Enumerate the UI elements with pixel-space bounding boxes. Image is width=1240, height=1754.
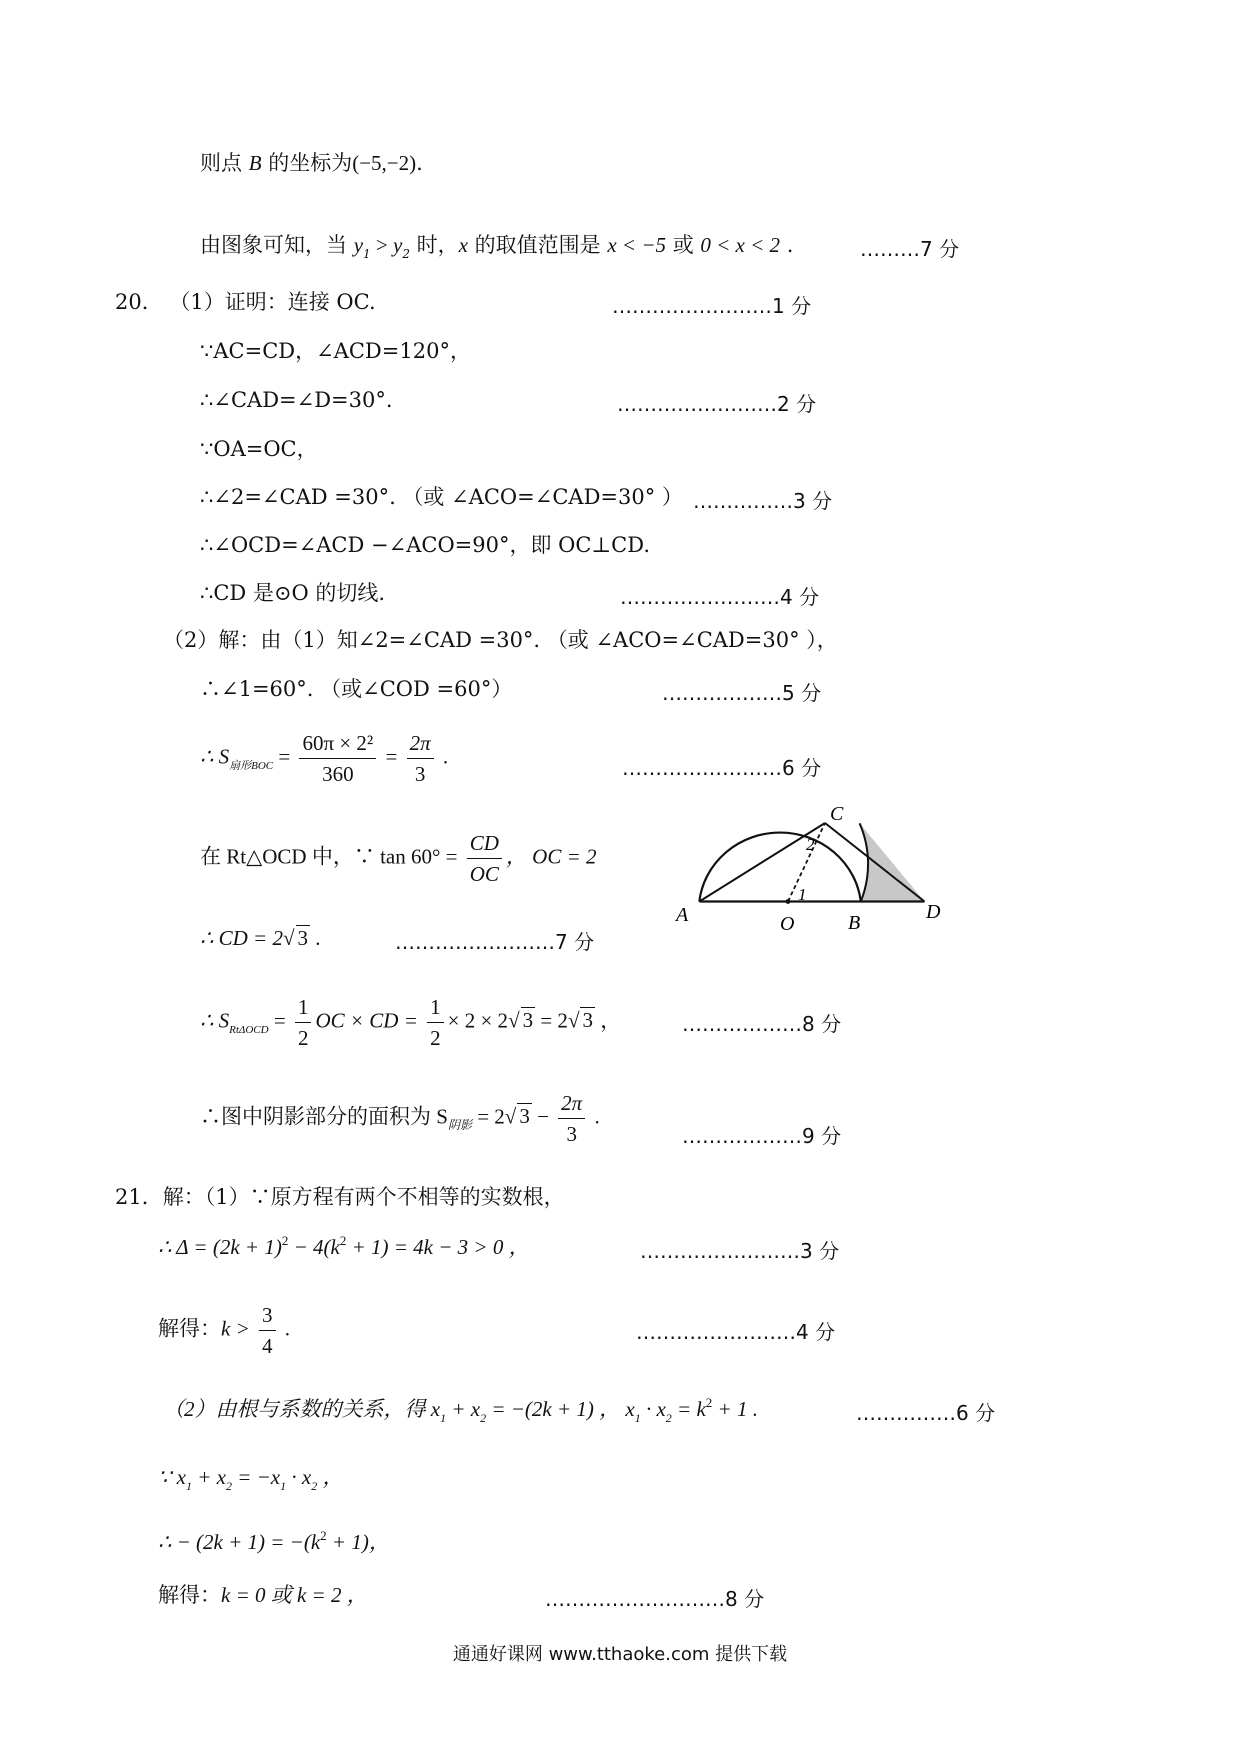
numerator: 2π: [407, 728, 434, 759]
math: x < −5: [607, 233, 667, 257]
subscript: 2: [665, 1411, 672, 1425]
denominator: 4: [262, 1334, 273, 1358]
subscript: 1: [185, 1479, 192, 1493]
text: + 1 .: [712, 1397, 758, 1421]
numerator: 3: [259, 1300, 276, 1331]
score-21-4: ……………………4 分: [636, 1320, 836, 1344]
text: × 2 × 2: [447, 1008, 509, 1033]
text: = k: [671, 1397, 706, 1421]
text: 或: [666, 233, 701, 257]
subscript: 2: [402, 247, 410, 261]
numerator: 2π: [558, 1088, 585, 1119]
text: ∵ x: [158, 1465, 186, 1489]
fraction: [295, 992, 312, 1053]
radicand: 3: [582, 1008, 593, 1033]
subscript: RtΔOCD: [229, 1024, 269, 1037]
math: 0 < x < 2: [700, 233, 781, 257]
op: =: [268, 1008, 291, 1033]
text: · x: [286, 1465, 312, 1489]
text: − 4(k: [288, 1235, 340, 1259]
q21-heading: 21．解：（1）∵原方程有两个不相等的实数根，: [115, 1185, 565, 1209]
subscript: 1: [440, 1411, 447, 1425]
math: k = 0 或 k = 2 ，: [221, 1583, 368, 1607]
subscript: 扇形BOC: [229, 760, 274, 773]
label-b: B: [848, 912, 861, 934]
op: =: [380, 744, 403, 769]
text: + x: [446, 1397, 481, 1421]
text: .: [437, 744, 449, 769]
text: .: [279, 1316, 290, 1341]
subscript: 阴影: [447, 1118, 472, 1133]
score-9: ………………9 分: [682, 1124, 842, 1148]
fraction: [407, 728, 434, 789]
fraction: [558, 1088, 585, 1149]
score-5: ………………5 分: [662, 681, 822, 705]
score-7-b: ……………………7 分: [395, 930, 595, 954]
score-6: ……………………6 分: [622, 756, 822, 780]
text: = −(2k + 1) ， x: [486, 1397, 635, 1421]
text: .: [416, 151, 423, 175]
line-angle-cad: ∴∠CAD=∠D=30°.: [200, 388, 393, 412]
line-cd: ∴ CD = 2√ 3 .: [200, 926, 321, 950]
q20-heading: 20． （1）证明：连接 OC.: [115, 290, 376, 314]
line-point-b: [200, 148, 423, 178]
subscript: 1: [280, 1479, 287, 1493]
math-coord: (−5,−2): [352, 151, 417, 175]
text: ∴ S: [200, 1008, 230, 1033]
line-vieta: [163, 1394, 758, 1427]
score-4: ……………………4 分: [620, 585, 820, 609]
line-sector-area: [200, 728, 448, 789]
text: .: [310, 926, 321, 950]
fraction: [427, 992, 444, 1053]
text: 的取值范围是: [467, 233, 608, 257]
score-21-3: ……………………3 分: [640, 1239, 840, 1263]
score-2: ……………………2 分: [617, 392, 817, 416]
line-x-range: [200, 230, 793, 263]
score-1: ……………………1 分: [612, 294, 812, 318]
text: 解得：: [158, 1316, 221, 1341]
text: ∴ − (2k + 1) = −(k: [158, 1530, 321, 1554]
superscript: 2: [281, 1233, 289, 1248]
line-discriminant: [158, 1232, 530, 1265]
superscript: 2: [705, 1395, 713, 1410]
var-x: x: [458, 233, 468, 257]
fraction: [467, 828, 502, 889]
denominator: 360: [322, 762, 354, 786]
text: 则点: [200, 151, 249, 175]
text: ， OC = 2: [505, 844, 597, 869]
line-equation: [158, 1527, 390, 1560]
radicand: 3: [519, 1104, 530, 1129]
text: = 2: [535, 1008, 568, 1033]
radicand: 3: [297, 926, 308, 950]
score-3: ……………3 分: [693, 489, 833, 513]
text: · x: [640, 1397, 666, 1421]
text: ∴ S: [200, 744, 230, 769]
text: = −x: [231, 1465, 281, 1489]
op: −: [531, 1104, 555, 1129]
denominator: 3: [566, 1122, 577, 1146]
numerator: 60π × 2²: [299, 728, 376, 759]
subscript: 1: [363, 247, 371, 261]
text: 的坐标为: [261, 151, 353, 175]
op: >: [370, 233, 393, 257]
denominator: 2: [430, 1026, 441, 1050]
line-angle-ocd: ∴∠OCD=∠ACD −∠ACO=90°，即 OC⊥CD.: [200, 533, 651, 557]
text: .: [589, 1104, 600, 1129]
label-o: O: [780, 913, 795, 935]
var-y: y: [393, 233, 403, 257]
line-condition: [158, 1462, 343, 1495]
text: OC × CD =: [315, 1008, 424, 1033]
line-angle-2: ∴∠2=∠CAD =30°. （或 ∠ACO=∠CAD=30° ）: [200, 485, 683, 509]
text: ∴ CD = 2: [200, 926, 283, 950]
line-angle-1: ∴∠1=60°. （或∠COD =60°）: [200, 677, 513, 701]
text: + x: [191, 1465, 226, 1489]
score-21-8: ………………………8 分: [545, 1587, 765, 1611]
numerator: 1: [427, 992, 444, 1023]
text: ∴ Δ = (2k + 1): [158, 1235, 282, 1259]
superscript: 2: [320, 1528, 327, 1543]
op: =: [273, 744, 296, 769]
denominator: 2: [297, 1026, 309, 1050]
text: + 1)，: [326, 1530, 390, 1554]
line-k-solution-1: [158, 1300, 290, 1361]
text: = 2: [471, 1104, 505, 1129]
score-8: ………………8 分: [682, 1012, 842, 1036]
denominator: OC: [469, 862, 499, 886]
line-tan: [200, 828, 597, 889]
subscript: 2: [225, 1479, 232, 1493]
label-d: D: [926, 901, 941, 923]
text: （2）由根与系数的关系，得 x: [163, 1397, 441, 1421]
numerator: 1: [295, 992, 312, 1023]
fraction: [259, 1300, 276, 1361]
semicircle-arc: [699, 833, 861, 902]
line-tangent: ∴CD 是⊙O 的切线.: [200, 581, 386, 605]
score-7-a: ………7 分: [860, 237, 960, 261]
text: .: [780, 233, 794, 257]
text: 解得：: [158, 1583, 221, 1607]
label-angle-1: 1: [798, 885, 807, 904]
text: ∴图中阴影部分的面积为 S: [200, 1104, 448, 1129]
text: 时，: [409, 233, 459, 257]
line-given: ∵AC=CD，∠ACD=120°，: [200, 339, 471, 363]
superscript: 2: [339, 1233, 347, 1248]
subscript: 2: [480, 1411, 487, 1425]
radicand: 3: [522, 1008, 534, 1033]
line-part2: （2）解：由（1）知∠2=∠CAD =30°. （或 ∠ACO=∠CAD=30° ），: [163, 628, 838, 652]
subscript: 2: [311, 1479, 318, 1493]
denominator: 3: [414, 762, 426, 786]
var-b: B: [248, 151, 262, 175]
score-21-6: ……………6 分: [856, 1401, 996, 1425]
text: ，: [317, 1465, 344, 1489]
math: k >: [221, 1316, 255, 1341]
line-shaded-area: ∴图中阴影部分的面积为 $S_{阴影} = 2√$ 3 − $\frac{2\pi}{3}$ .: [200, 1088, 600, 1149]
line-k-solution-2: [158, 1580, 368, 1610]
text: + 1) = 4k − 3 > 0 ，: [346, 1235, 530, 1259]
label-c: C: [830, 803, 844, 825]
fraction: [299, 728, 376, 789]
text: 由图象可知，当: [200, 233, 354, 257]
text: ，: [594, 1008, 622, 1033]
var-y: y: [353, 233, 364, 257]
subscript: 1: [634, 1411, 641, 1425]
label-a: A: [676, 904, 689, 926]
page-footer: 通通好课网 www.tthaoke.com 提供下载: [452, 1644, 788, 1665]
line-oa-oc: ∵OA=OC，: [200, 437, 318, 461]
shaded-region: [860, 823, 925, 901]
geometry-figure: [670, 800, 970, 950]
text: 在 Rt△OCD 中，∵ tan 60° =: [200, 844, 463, 869]
point-o: [786, 899, 791, 904]
line-triangle-area: ∴ $S_{Rt\Delta OCD}$ = $\frac{1}{2}$ OC × CD = $\frac{1}{2}$ × 2 × 2√ 3 = 2√ 3 ，: [200, 992, 621, 1053]
label-angle-2: 2: [806, 835, 815, 854]
numerator: CD: [467, 828, 502, 859]
